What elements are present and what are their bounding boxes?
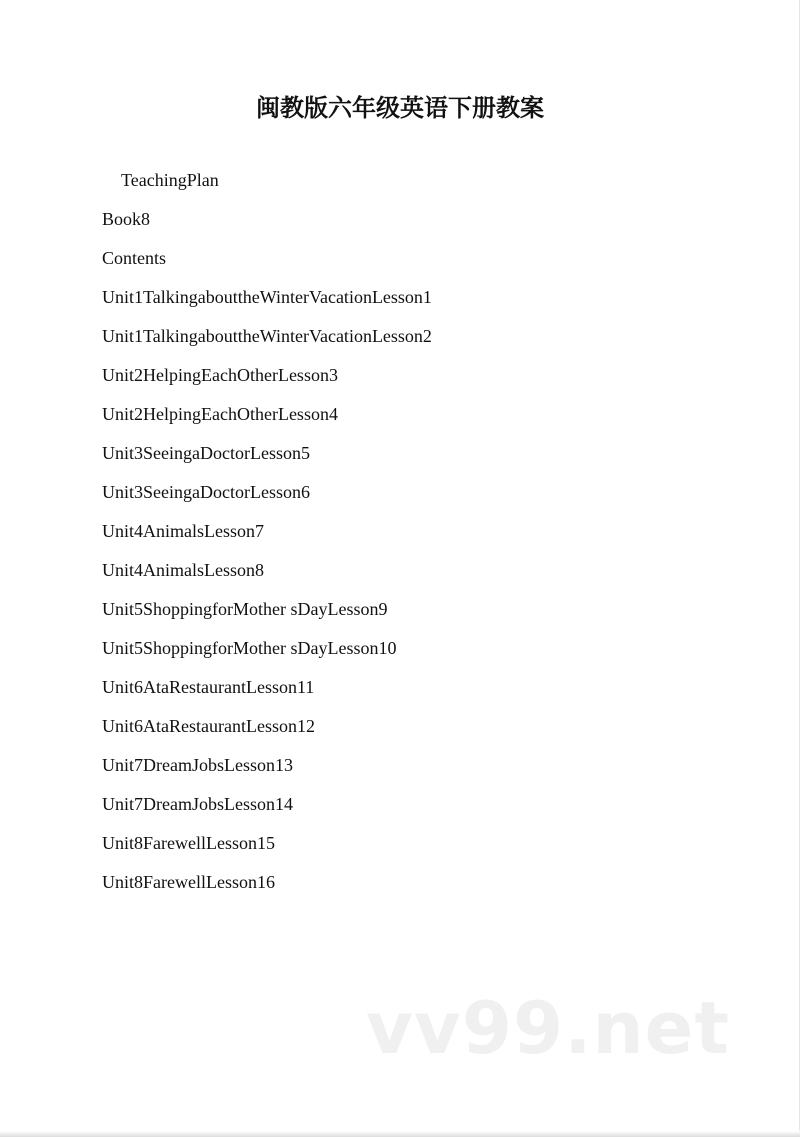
contents-item: Unit4AnimalsLesson7 <box>102 521 264 541</box>
text-line: Contents <box>102 248 167 268</box>
contents-item: Unit8FarewellLesson15 <box>102 833 275 853</box>
page-bottom-edge <box>0 1131 800 1137</box>
contents-item: Unit5ShoppingforMother sDayLesson10 <box>102 638 397 658</box>
contents-item: Unit4AnimalsLesson8 <box>102 560 264 580</box>
contents-item: Unit7DreamJobsLesson14 <box>102 794 293 814</box>
contents-list <box>102 166 742 907</box>
contents-item: Unit2HelpingEachOtherLesson3 <box>102 365 338 385</box>
contents-item: Unit2HelpingEachOtherLesson4 <box>102 404 338 424</box>
contents-item: Unit1TalkingabouttheWinterVacationLesson1 <box>102 287 432 307</box>
text-line: Book8 <box>102 209 151 229</box>
contents-item: Unit3SeeingaDoctorLesson6 <box>102 482 310 502</box>
contents-item: Unit6AtaRestaurantLesson11 <box>102 677 315 697</box>
contents-item: Unit8FarewellLesson16 <box>102 872 275 892</box>
text-line: TeachingPlan <box>121 170 219 190</box>
contents-item: Unit1TalkingabouttheWinterVacationLesson2 <box>102 326 432 346</box>
contents-item: Unit3SeeingaDoctorLesson5 <box>102 443 310 463</box>
watermark: vv99.net <box>366 986 730 1070</box>
page-title: 闽教版六年级英语下册教案 <box>256 94 544 122</box>
contents-item: Unit7DreamJobsLesson13 <box>102 755 293 775</box>
contents-item: Unit5ShoppingforMother sDayLesson9 <box>102 599 388 619</box>
contents-item: Unit6AtaRestaurantLesson12 <box>102 716 315 736</box>
